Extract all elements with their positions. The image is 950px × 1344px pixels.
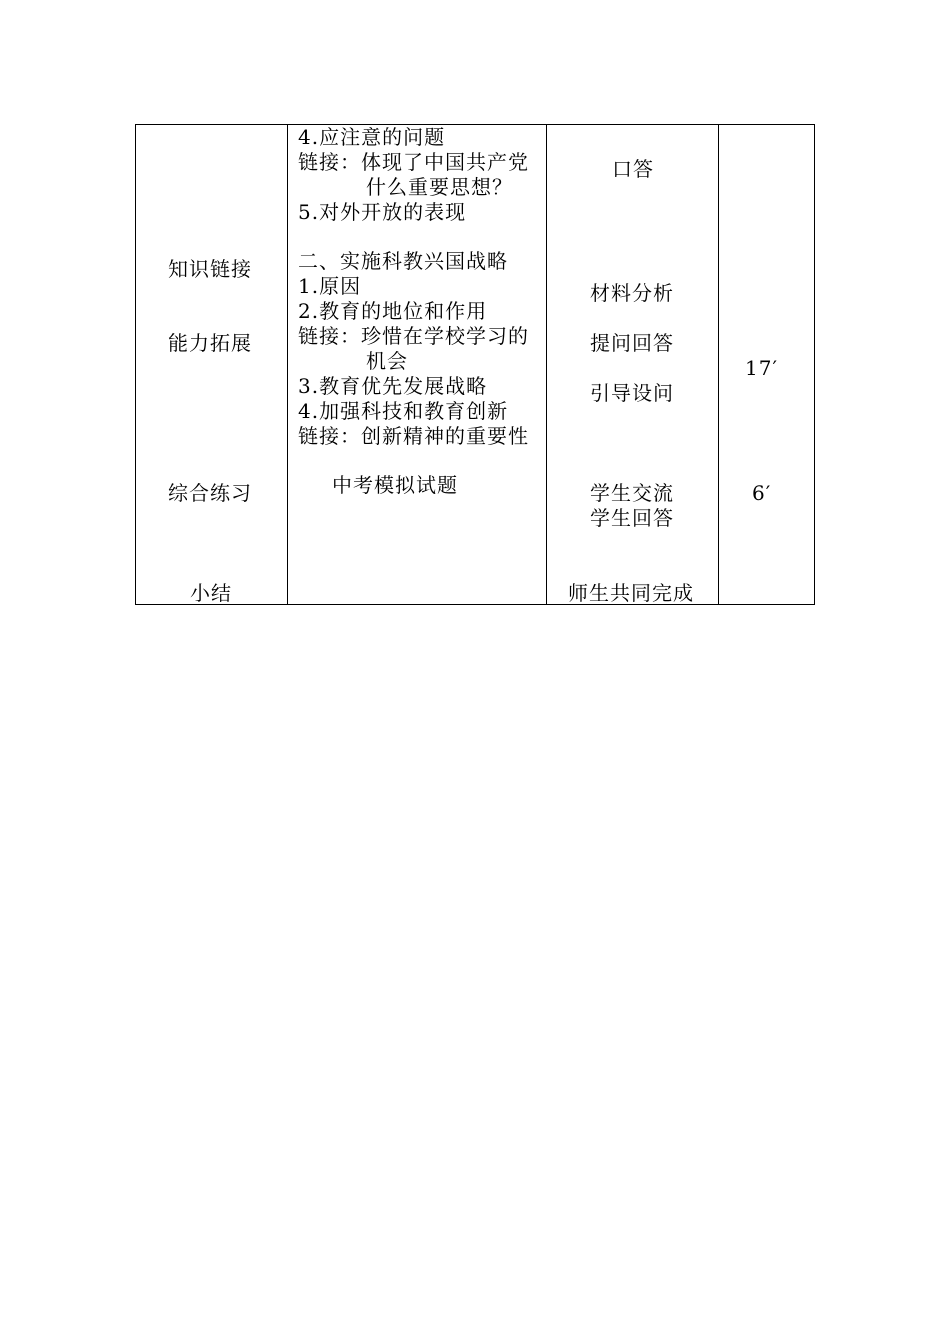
method-student-exchange: 学生交流 <box>590 481 674 505</box>
label-comprehensive-practice: 综合练习 <box>168 481 252 505</box>
label-knowledge-link: 知识链接 <box>168 257 252 281</box>
method-question-answer: 提问回答 <box>590 331 674 355</box>
content-s2-item1: 1.原因 <box>298 274 362 298</box>
content-link-party-line1: 链接：体现了中国共产党 <box>298 150 529 174</box>
column-divider-2 <box>546 125 547 604</box>
column-divider-3 <box>718 125 719 604</box>
content-link-party-line2: 什么重要思想？ <box>366 175 513 199</box>
content-s2-item2: 2.教育的地位和作用 <box>298 299 488 323</box>
label-ability-expand: 能力拓展 <box>168 331 252 355</box>
content-link-cherish-line2: 机会 <box>366 349 408 373</box>
content-exam-questions: 中考模拟试题 <box>332 473 458 497</box>
content-s2-item3: 3.教育优先发展战略 <box>298 374 488 398</box>
label-summary: 小结 <box>190 581 232 605</box>
time-17-minutes: 17′ <box>745 356 778 380</box>
column-divider-1 <box>287 125 288 604</box>
content-link-cherish-line1: 链接：珍惜在学校学习的 <box>298 324 529 348</box>
method-teacher-student-complete: 师生共同完成 <box>568 581 694 605</box>
method-material-analysis: 材料分析 <box>590 281 674 305</box>
content-item5-opening: 5.对外开放的表现 <box>298 200 467 224</box>
content-item4-attention: 4.应注意的问题 <box>298 125 446 149</box>
content-s2-item4: 4.加强科技和教育创新 <box>298 399 509 423</box>
method-guided-questions: 引导设问 <box>590 381 674 405</box>
method-oral-answer: 口答 <box>612 157 654 181</box>
method-student-answer: 学生回答 <box>590 506 674 530</box>
content-section2-title: 二、实施科教兴国战略 <box>298 249 508 273</box>
time-6-minutes: 6′ <box>752 481 772 505</box>
content-link-innovation: 链接：创新精神的重要性 <box>298 424 529 448</box>
